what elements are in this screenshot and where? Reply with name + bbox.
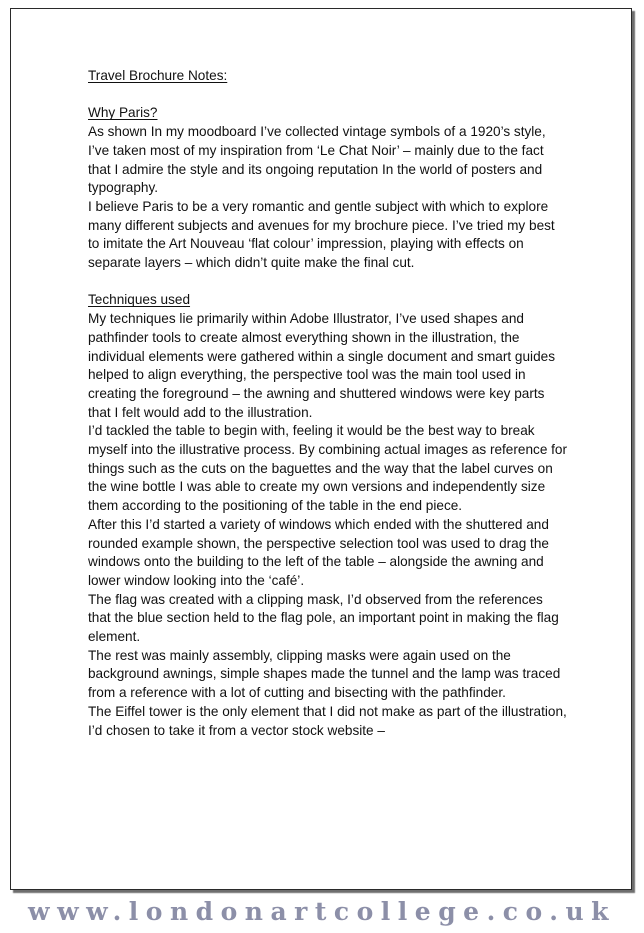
section-heading-why-paris: Why Paris? xyxy=(88,105,158,121)
paragraph: The Eiffel tower is the only element that I did not make as part of the illustration, I’d chosen to take it from a vector stock website – xyxy=(88,703,567,738)
paragraph: As shown In my moodboard I’ve collected vintage symbols of a 1920’s style, I’ve taken most of my inspiration from ‘Le Chat Noir’ – mainly due to the fact that I admire the style and its ongoing reputation In the world of posters and typography. xyxy=(88,124,546,196)
paragraph: My techniques lie primarily within Adobe Illustrator, I’ve used shapes and pathfinder tools to create almost everything shown in the illustration, the individual elements were gathered within a single document and smart guides helped to align everything, the perspective tool was the main tool used in creating the foreground – the awning and shuttered windows were key parts that I felt would add to the illustration. xyxy=(88,311,555,420)
spacer xyxy=(88,273,568,292)
document-content xyxy=(88,67,568,740)
paragraph: I believe Paris to be a very romantic and gentle subject with which to explore many different subjects and avenues for my brochure piece. I’ve tried my best to imitate the Art Nouveau ‘flat colour’ impression, playing with effects on separate layers – which didn’t quite make the final cut. xyxy=(88,198,555,271)
document-title: Travel Brochure Notes: xyxy=(88,68,228,83)
section-heading-techniques-used: Techniques used xyxy=(88,292,191,308)
paragraph: The flag was created with a clipping mask, I’d observed from the references that the blue section held to the flag pole, an important point in making the flag element. xyxy=(88,591,559,645)
paragraph: After this I’d started a variety of windows which ended with the shuttered and rounded example shown, the perspective selection tool was used to drag the windows onto the building to the left of the table – alongside the awning and lower window looking into the ‘café’. xyxy=(88,516,549,588)
document-page xyxy=(10,8,632,890)
site-watermark: www.londonartcollege.co.uk xyxy=(28,897,616,926)
paragraph: I’d tackled the table to begin with, feeling it would be the best way to break myself into the illustrative process. By combining actual images as reference for things such as the cuts on the baguettes and the way that the label curves on the wine bottle I was able to create my own versions and independently size them according to the positioning of the table in the end piece. xyxy=(88,423,568,514)
spacer xyxy=(88,86,568,105)
paragraph: The rest was mainly assembly, clipping masks were again used on the background awnings, simple shapes made the tunnel and the lamp was traced from a reference with a lot of cutting and bisecting with the pathfinder. xyxy=(88,647,561,701)
